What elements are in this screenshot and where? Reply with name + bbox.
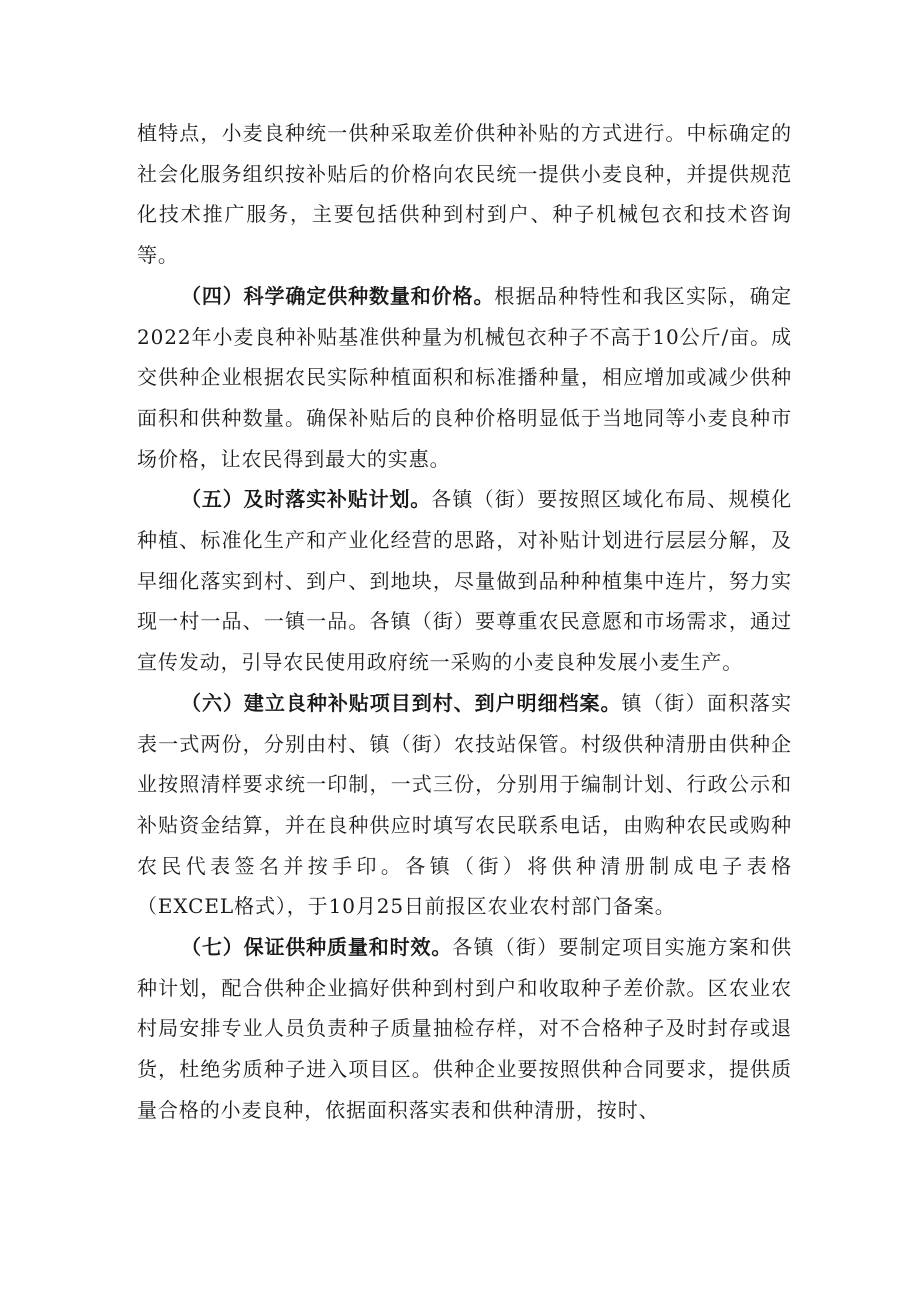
paragraph-body: 根据品种特性和我区实际，确定2022年小麦良种补贴基准供种量为机械包衣种子不高于10公斤/亩。成交供种企业根据农民实际种植面积和标准播种量，相应增加或减少供种面积和供种数量。确保补贴后的良种价格明显低于当地同等小麦良种市场价格，让农民得到最大的实惠。 <box>137 283 792 471</box>
paragraph-body: 各镇（街）要制定项目实施方案和供种计划，配合供种企业搞好供种到村到户和收取种子差价款。区农业农村局安排专业人员负责种子质量抽检存样，对不合格种子及时封存或退货，杜绝劣质种子进入项目区。供种企业要按照供种合同要求，提供质量合格的小麦良种，依据面积落实表和供种清册，按时、 <box>137 935 792 1122</box>
section-heading: （四）科学确定供种数量和价格。 <box>181 283 495 308</box>
document-body <box>137 113 792 1131</box>
paragraph-body: 镇（街）面积落实表一式两份，分别由村、镇（街）农技站保管。村级供种清册由供种企业按照清样要求统一印制，一式三份，分别用于编制计划、行政公示和补贴资金结算，并在良种供应时填写农民联系电话，由购种农民或购种农民代表签名并按手印。各镇（街）将供种清册制成电子表格（EXCEL格式），于10月25日前报区农业农村部门备案。 <box>137 690 793 919</box>
section-heading: （六）建立良种补贴项目到村、到户明细档案。 <box>181 690 622 715</box>
paragraph-continued <box>137 113 792 276</box>
paragraph-section-7 <box>137 927 792 1131</box>
paragraph-body: 各镇（街）要按照区域化布局、规模化种植、标准化生产和产业化经营的思路，对补贴计划进行层层分解，及早细化落实到村、到户、到地块，尽量做到品种种植集中连片，努力实现一村一品、一镇一品。各镇（街）要尊重农民意愿和市场需求，通过宣传发动，引导农民使用政府统一采购的小麦良种发展小麦生产。 <box>137 487 792 675</box>
section-heading: （五）及时落实补贴计划。 <box>181 487 432 512</box>
paragraph-section-6 <box>137 683 792 927</box>
paragraph-section-4 <box>137 276 792 480</box>
paragraph-body: 植特点，小麦良种统一供种采取差价供种补贴的方式进行。中标确定的社会化服务组织按补贴后的价格向农民统一提供小麦良种，并提供规范化技术推广服务，主要包括供种到村到户、种子机械包衣和技术咨询等。 <box>137 121 792 268</box>
section-heading: （七）保证供种质量和时效。 <box>181 935 453 960</box>
paragraph-section-5 <box>137 479 792 683</box>
